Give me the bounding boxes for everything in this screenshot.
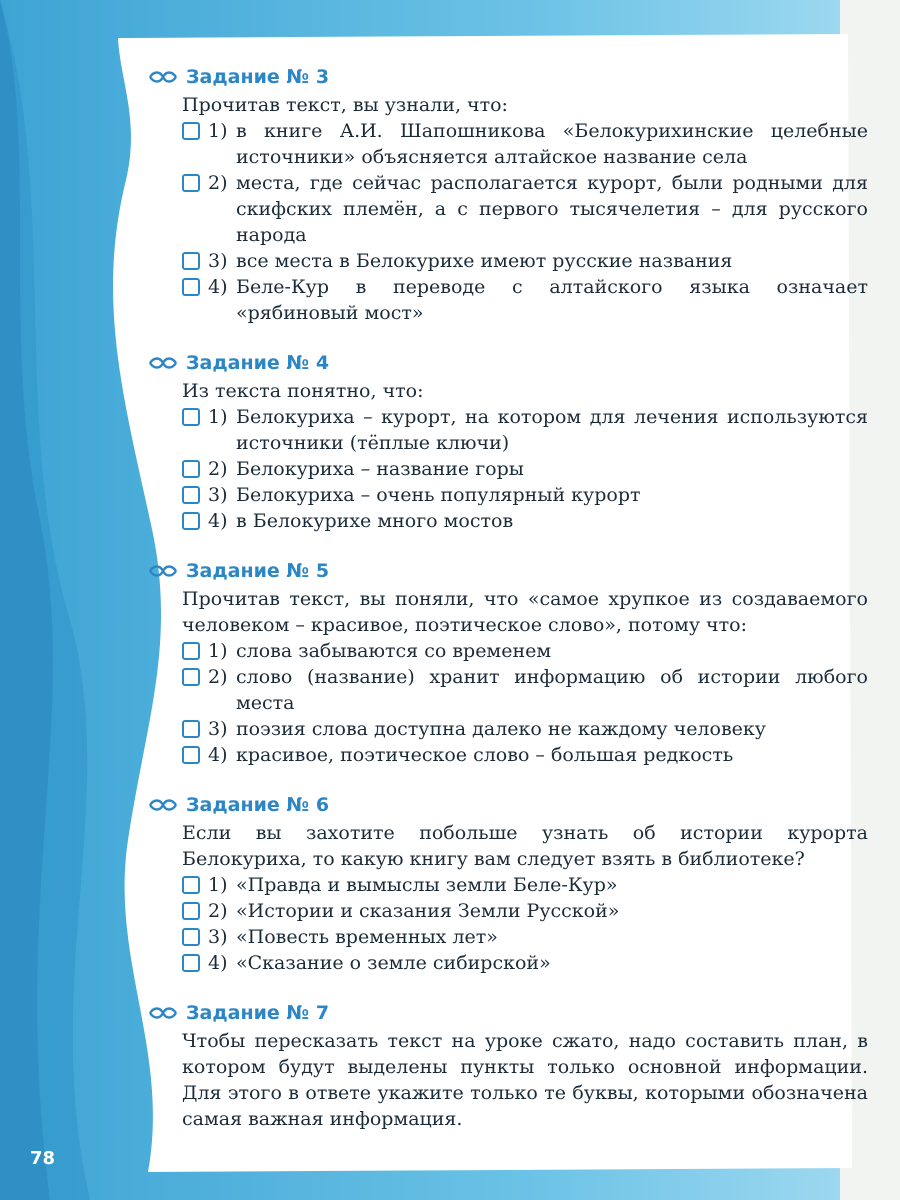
checkbox[interactable] <box>182 746 200 764</box>
option-text: Белокуриха – название горы <box>236 458 524 480</box>
task-title: Задание № 4 <box>186 352 330 374</box>
task-header <box>148 794 868 816</box>
answer-option[interactable] <box>182 248 868 274</box>
checkbox[interactable] <box>182 902 200 920</box>
checkbox[interactable] <box>182 408 200 426</box>
task-5 <box>148 560 868 768</box>
link-bullet-icon <box>148 356 178 370</box>
option-text: «Истории и сказания Земли Русской» <box>236 900 620 922</box>
option-text: в Белокурихе много мостов <box>236 510 514 532</box>
answer-option[interactable] <box>182 456 868 482</box>
checkbox[interactable] <box>182 252 200 270</box>
task-question: Чтобы пересказать текст на уроке сжато, надо составить план, в котором будут выделены пункты только основной информации. Для этого в ответе укажите только те буквы, которыми обозначена самая важная информация. <box>182 1030 868 1130</box>
task-title: Задание № 5 <box>186 560 330 582</box>
task-header <box>148 352 868 374</box>
task-header <box>148 560 868 582</box>
checkbox[interactable] <box>182 512 200 530</box>
option-text: красивое, поэтическое слово – большая редкость <box>236 744 734 766</box>
checkbox[interactable] <box>182 928 200 946</box>
option-number: 1) <box>208 406 228 428</box>
task-4 <box>148 352 868 534</box>
task-7 <box>148 1002 868 1132</box>
answer-option[interactable] <box>182 664 868 716</box>
answer-option[interactable] <box>182 924 868 950</box>
option-number: 1) <box>208 120 228 142</box>
checkbox[interactable] <box>182 876 200 894</box>
checkbox[interactable] <box>182 122 200 140</box>
option-text: «Повесть временных лет» <box>236 926 498 948</box>
answer-option[interactable] <box>182 716 868 742</box>
option-number: 2) <box>208 900 228 922</box>
option-text: Белокуриха – очень популярный курорт <box>236 484 641 506</box>
answer-option[interactable] <box>182 118 868 170</box>
option-number: 3) <box>208 718 228 740</box>
answer-option[interactable] <box>182 508 868 534</box>
page-number: 78 <box>30 1148 56 1169</box>
task-title: Задание № 7 <box>186 1002 330 1024</box>
option-text: «Сказание о земле сибирской» <box>236 952 551 974</box>
option-number: 3) <box>208 926 228 948</box>
option-text: места, где сейчас располагается курорт, были родными для скифских племён, а с первого тысячелетия – для русского народа <box>236 172 868 246</box>
answer-option[interactable] <box>182 742 868 768</box>
answer-option[interactable] <box>182 638 868 664</box>
task-header <box>148 66 868 88</box>
checkbox[interactable] <box>182 954 200 972</box>
option-text: Белокуриха – курорт, на котором для лечения используются источники (тёплые ключи) <box>236 406 868 454</box>
option-number: 2) <box>208 666 228 688</box>
option-text: все места в Белокурихе имеют русские названия <box>236 250 733 272</box>
task-title: Задание № 3 <box>186 66 330 88</box>
option-number: 3) <box>208 484 228 506</box>
task-question: Прочитав текст, вы узнали, что: <box>182 94 508 116</box>
link-bullet-icon <box>148 564 178 578</box>
option-number: 4) <box>208 952 228 974</box>
option-text: в книге А.И. Шапошникова «Белокурихинские целебные источники» объясняется алтайское название села <box>236 120 868 168</box>
task-question: Из текста понятно, что: <box>182 380 424 402</box>
option-number: 1) <box>208 640 228 662</box>
link-bullet-icon <box>148 70 178 84</box>
answer-option[interactable] <box>182 898 868 924</box>
option-number: 4) <box>208 744 228 766</box>
task-question: Прочитав текст, вы поняли, что «самое хрупкое из создаваемого человеком – красивое, поэтическое слово», потому что: <box>182 588 868 636</box>
link-bullet-icon <box>148 1006 178 1020</box>
answer-option[interactable] <box>182 170 868 248</box>
task-header <box>148 1002 868 1024</box>
option-number: 4) <box>208 276 228 298</box>
task-title: Задание № 6 <box>186 794 330 816</box>
answer-option[interactable] <box>182 404 868 456</box>
option-text: Беле-Кур в переводе с алтайского языка означает «рябиновый мост» <box>236 276 868 324</box>
option-text: поэзия слова доступна далеко не каждому человеку <box>236 718 766 740</box>
checkbox[interactable] <box>182 668 200 686</box>
link-bullet-icon <box>148 798 178 812</box>
option-number: 1) <box>208 874 228 896</box>
option-text: слово (название) хранит информацию об истории любого места <box>236 666 868 714</box>
checkbox[interactable] <box>182 460 200 478</box>
checkbox[interactable] <box>182 642 200 660</box>
worksheet-content <box>148 66 868 1158</box>
option-number: 4) <box>208 510 228 532</box>
answer-option[interactable] <box>182 872 868 898</box>
task-6 <box>148 794 868 976</box>
answer-option[interactable] <box>182 482 868 508</box>
checkbox[interactable] <box>182 486 200 504</box>
answer-option[interactable] <box>182 274 868 326</box>
answer-option[interactable] <box>182 950 868 976</box>
option-number: 2) <box>208 172 228 194</box>
task-3 <box>148 66 868 326</box>
checkbox[interactable] <box>182 720 200 738</box>
option-number: 3) <box>208 250 228 272</box>
task-question: Если вы захотите побольше узнать об истории курорта Белокуриха, то какую книгу вам следует взять в библиотеке? <box>182 822 868 870</box>
option-text: «Правда и вымыслы земли Беле-Кур» <box>236 874 618 896</box>
checkbox[interactable] <box>182 174 200 192</box>
option-text: слова забываются со временем <box>236 640 552 662</box>
option-number: 2) <box>208 458 228 480</box>
checkbox[interactable] <box>182 278 200 296</box>
